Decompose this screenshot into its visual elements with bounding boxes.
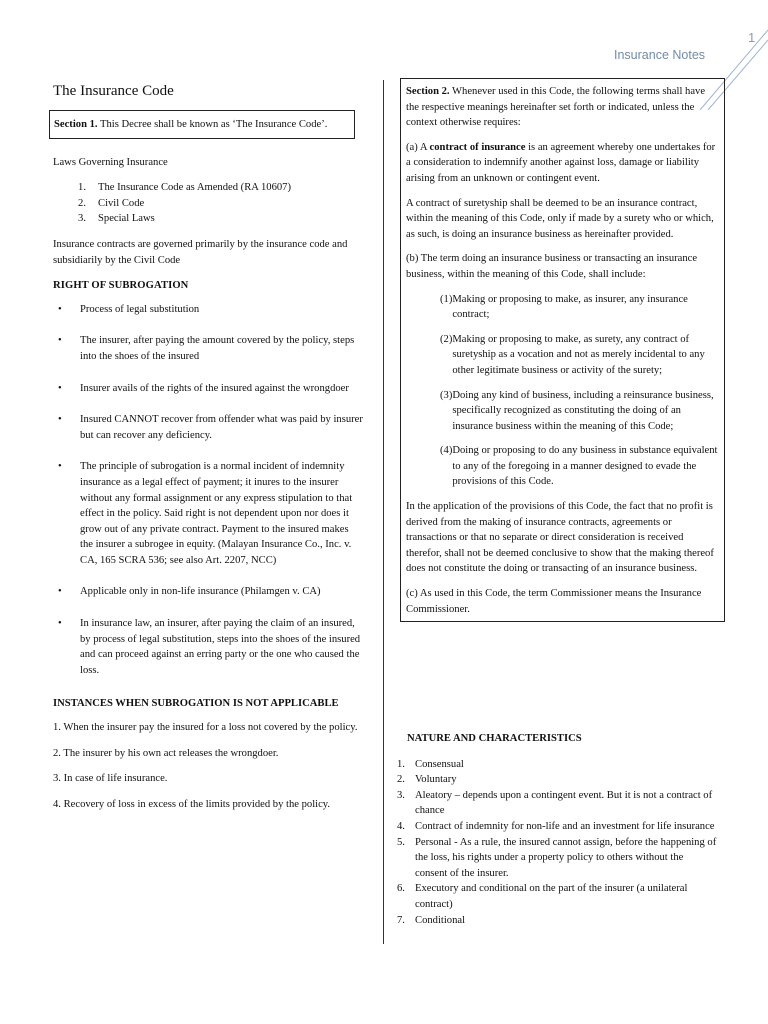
bullet-item [53,302,363,318]
list-text: The Insurance Code as Amended (RA 10607) [98,182,291,194]
item-text: Making or proposing to make, as insurer, any insurance contract; [452,293,688,321]
item-number: (3) [440,389,453,401]
bullet-text: Process of legal substitution [80,303,200,315]
list-item [397,772,717,788]
list-item [397,835,717,882]
header-title: Insurance Notes [614,48,706,62]
bullet-icon: • [58,335,62,347]
list-item [53,180,363,196]
bullet-text: Insured CANNOT recover from offender what was paid by insurer but can recover any deficiency. [80,414,363,441]
bullet-text: Applicable only in non-life insurance (Philamgen v. CA) [80,586,321,598]
list-item [397,913,717,929]
nature-heading: NATURE AND CHARACTERISTICS [407,733,582,744]
bullet-item [53,616,363,678]
item-number: (4) [440,445,453,457]
bullet-item [53,381,363,397]
list-number: 2. [397,774,405,786]
bullet-item [53,584,363,600]
list-item [53,196,363,212]
instance-item: 1. When the insurer pay the insured for a loss not covered by the policy. [53,722,358,734]
list-number: 4. [397,820,405,832]
definition-b-item [440,388,718,435]
bullet-icon: • [58,303,62,315]
list-number: 5. [397,836,405,848]
list-number: 7. [397,914,405,926]
list-number: 6. [397,883,405,895]
section-2-text: Whenever used in this Code, the following terms shall have the respective meanings hereinafter set forth or indicated, unless the context otherwise requires: [406,86,706,129]
list-item [397,881,717,912]
list-text: Consensual [415,758,464,770]
list-text: Civil Code [98,197,145,209]
bullet-text: The principle of subrogation is a normal incident of indemnity insurance as a legal effect of payment; it inures to the insurer without any formal assignment or any express stipulation to that effect in the policy. Said right is not dependent upon nor does it grow out of any private contract. Payment to the insured makes the insurer a subrogee in equity. (Malayan Insurance Co., Inc. v. CA, 165 SCRA 536; see also Art. 2207, NCC) [80,461,353,566]
column-divider [383,80,384,944]
list-text: Personal - As a rule, the insured cannot assign, before the happening of the loss, his rights under a property policy to others without the consent of the insurer. [415,836,717,879]
bullet-icon: • [58,586,62,598]
bullet-item [53,459,363,568]
left-column [53,82,363,822]
bullet-icon: • [58,382,62,394]
bullet-text: Insurer avails of the rights of the insured against the wrongdoer [80,382,349,394]
item-number: (1) [440,293,453,305]
laws-heading: Laws Governing Insurance [53,156,168,168]
definition-b-item [440,332,718,379]
list-text: Executory and conditional on the part of the insurer (a unilateral contract) [415,883,688,910]
bullet-text: In insurance law, an insurer, after paying the claim of an insured, by process of legal substitution, steps into the shoes of the insured and can proceed against an erring party or the one who caused the loss. [80,618,361,676]
definition-b-item [440,292,718,323]
definition-b-item [440,443,718,490]
section-2-intro [406,84,718,131]
section-1-label: Section 1. [54,119,98,130]
definition-b: (b) The term doing an insurance business or transacting an insurance business, within the meaning of this Code, shall include: [406,253,698,280]
list-item [397,788,717,819]
instances-heading: INSTANCES WHEN SUBROGATION IS NOT APPLICABLE [53,698,339,710]
list-text: Conditional [415,914,466,926]
definition-c: (c) As used in this Code, the term Commissioner means the Insurance Commissioner. [406,588,702,615]
definition-a-prefix: (a) A [406,141,430,153]
instance-item: 3. In case of life insurance. [53,773,168,785]
governed-paragraph: Insurance contracts are governed primarily by the insurance code and subsidiarily by the Civil Code [53,238,348,266]
list-number: 1. [397,758,405,770]
page-number: 1 [748,30,756,45]
item-text: Doing or proposing to do any business in substance equivalent to any of the foregoing in a manner designed to evade the provisions of this Code. [452,445,718,488]
list-number: 2. [78,197,86,209]
list-number: 1. [78,182,86,194]
item-text: Doing any kind of business, including a reinsurance business, specifically recognized as constituting the doing of an insurance business within the meaning of this Code; [452,389,714,432]
list-text: Aleatory – depends upon a contingent event. But it is not a contract of chance [415,789,713,817]
section-2-label: Section 2. [406,86,450,97]
suretyship-paragraph: A contract of suretyship shall be deemed to be an insurance contract, within the meaning of this Code, only if made by a surety who or which, as such, is doing an insurance business as hereinafter provided. [406,197,714,240]
subrogation-list [53,302,363,679]
bullet-icon: • [58,461,62,473]
subrogation-heading: RIGHT OF SUBROGATION [53,280,189,292]
section-1-text: This Decree shall be known as ‘The Insurance Code’. [97,119,328,130]
item-number: (2) [440,333,453,345]
document-title: The Insurance Code [53,83,174,99]
nature-list [397,757,717,929]
bullet-text: The insurer, after paying the amount covered by the policy, steps into the shoes of the insured [80,335,355,362]
bullet-item [53,412,363,443]
instance-item: 4. Recovery of loss in excess of the limits provided by the policy. [53,798,331,810]
definition-a-text: is an agreement whereby one undertakes for a consideration to indemnify another against loss, damage or liability arising from an unknown or contingent event. [406,141,716,184]
bullet-icon: • [58,414,62,426]
list-text: Contract of indemnity for non-life and an investment for life insurance [415,820,715,832]
nature-section [397,731,717,928]
list-text: Special Laws [98,213,155,225]
instance-item: 2. The insurer by his own act releases the wrongdoer. [53,747,279,759]
bullet-item [53,333,363,364]
section-2-box [400,78,725,622]
list-item [397,757,717,773]
item-text: Making or proposing to make, as surety, any contract of suretyship as a vocation and not as merely incidental to any other legitimate business or activity of the surety; [452,333,705,376]
definition-a-term: contract of insurance [429,141,526,153]
bullet-icon: • [58,618,62,630]
list-item [53,211,363,227]
definition-a [406,140,718,187]
list-text: Voluntary [415,774,457,786]
application-paragraph: In the application of the provisions of this Code, the fact that no profit is derived from the making of insurance contracts, agreements or transactions or that no separate or direct consideration is received therefor, shall not be deemed conclusive to show that the making thereof does not constitute the doing or transacting of an insurance business. [406,501,714,575]
section-1-box [49,110,355,139]
laws-list [53,180,363,227]
list-number: 3. [397,789,405,801]
list-item [397,819,717,835]
list-number: 3. [78,213,86,225]
